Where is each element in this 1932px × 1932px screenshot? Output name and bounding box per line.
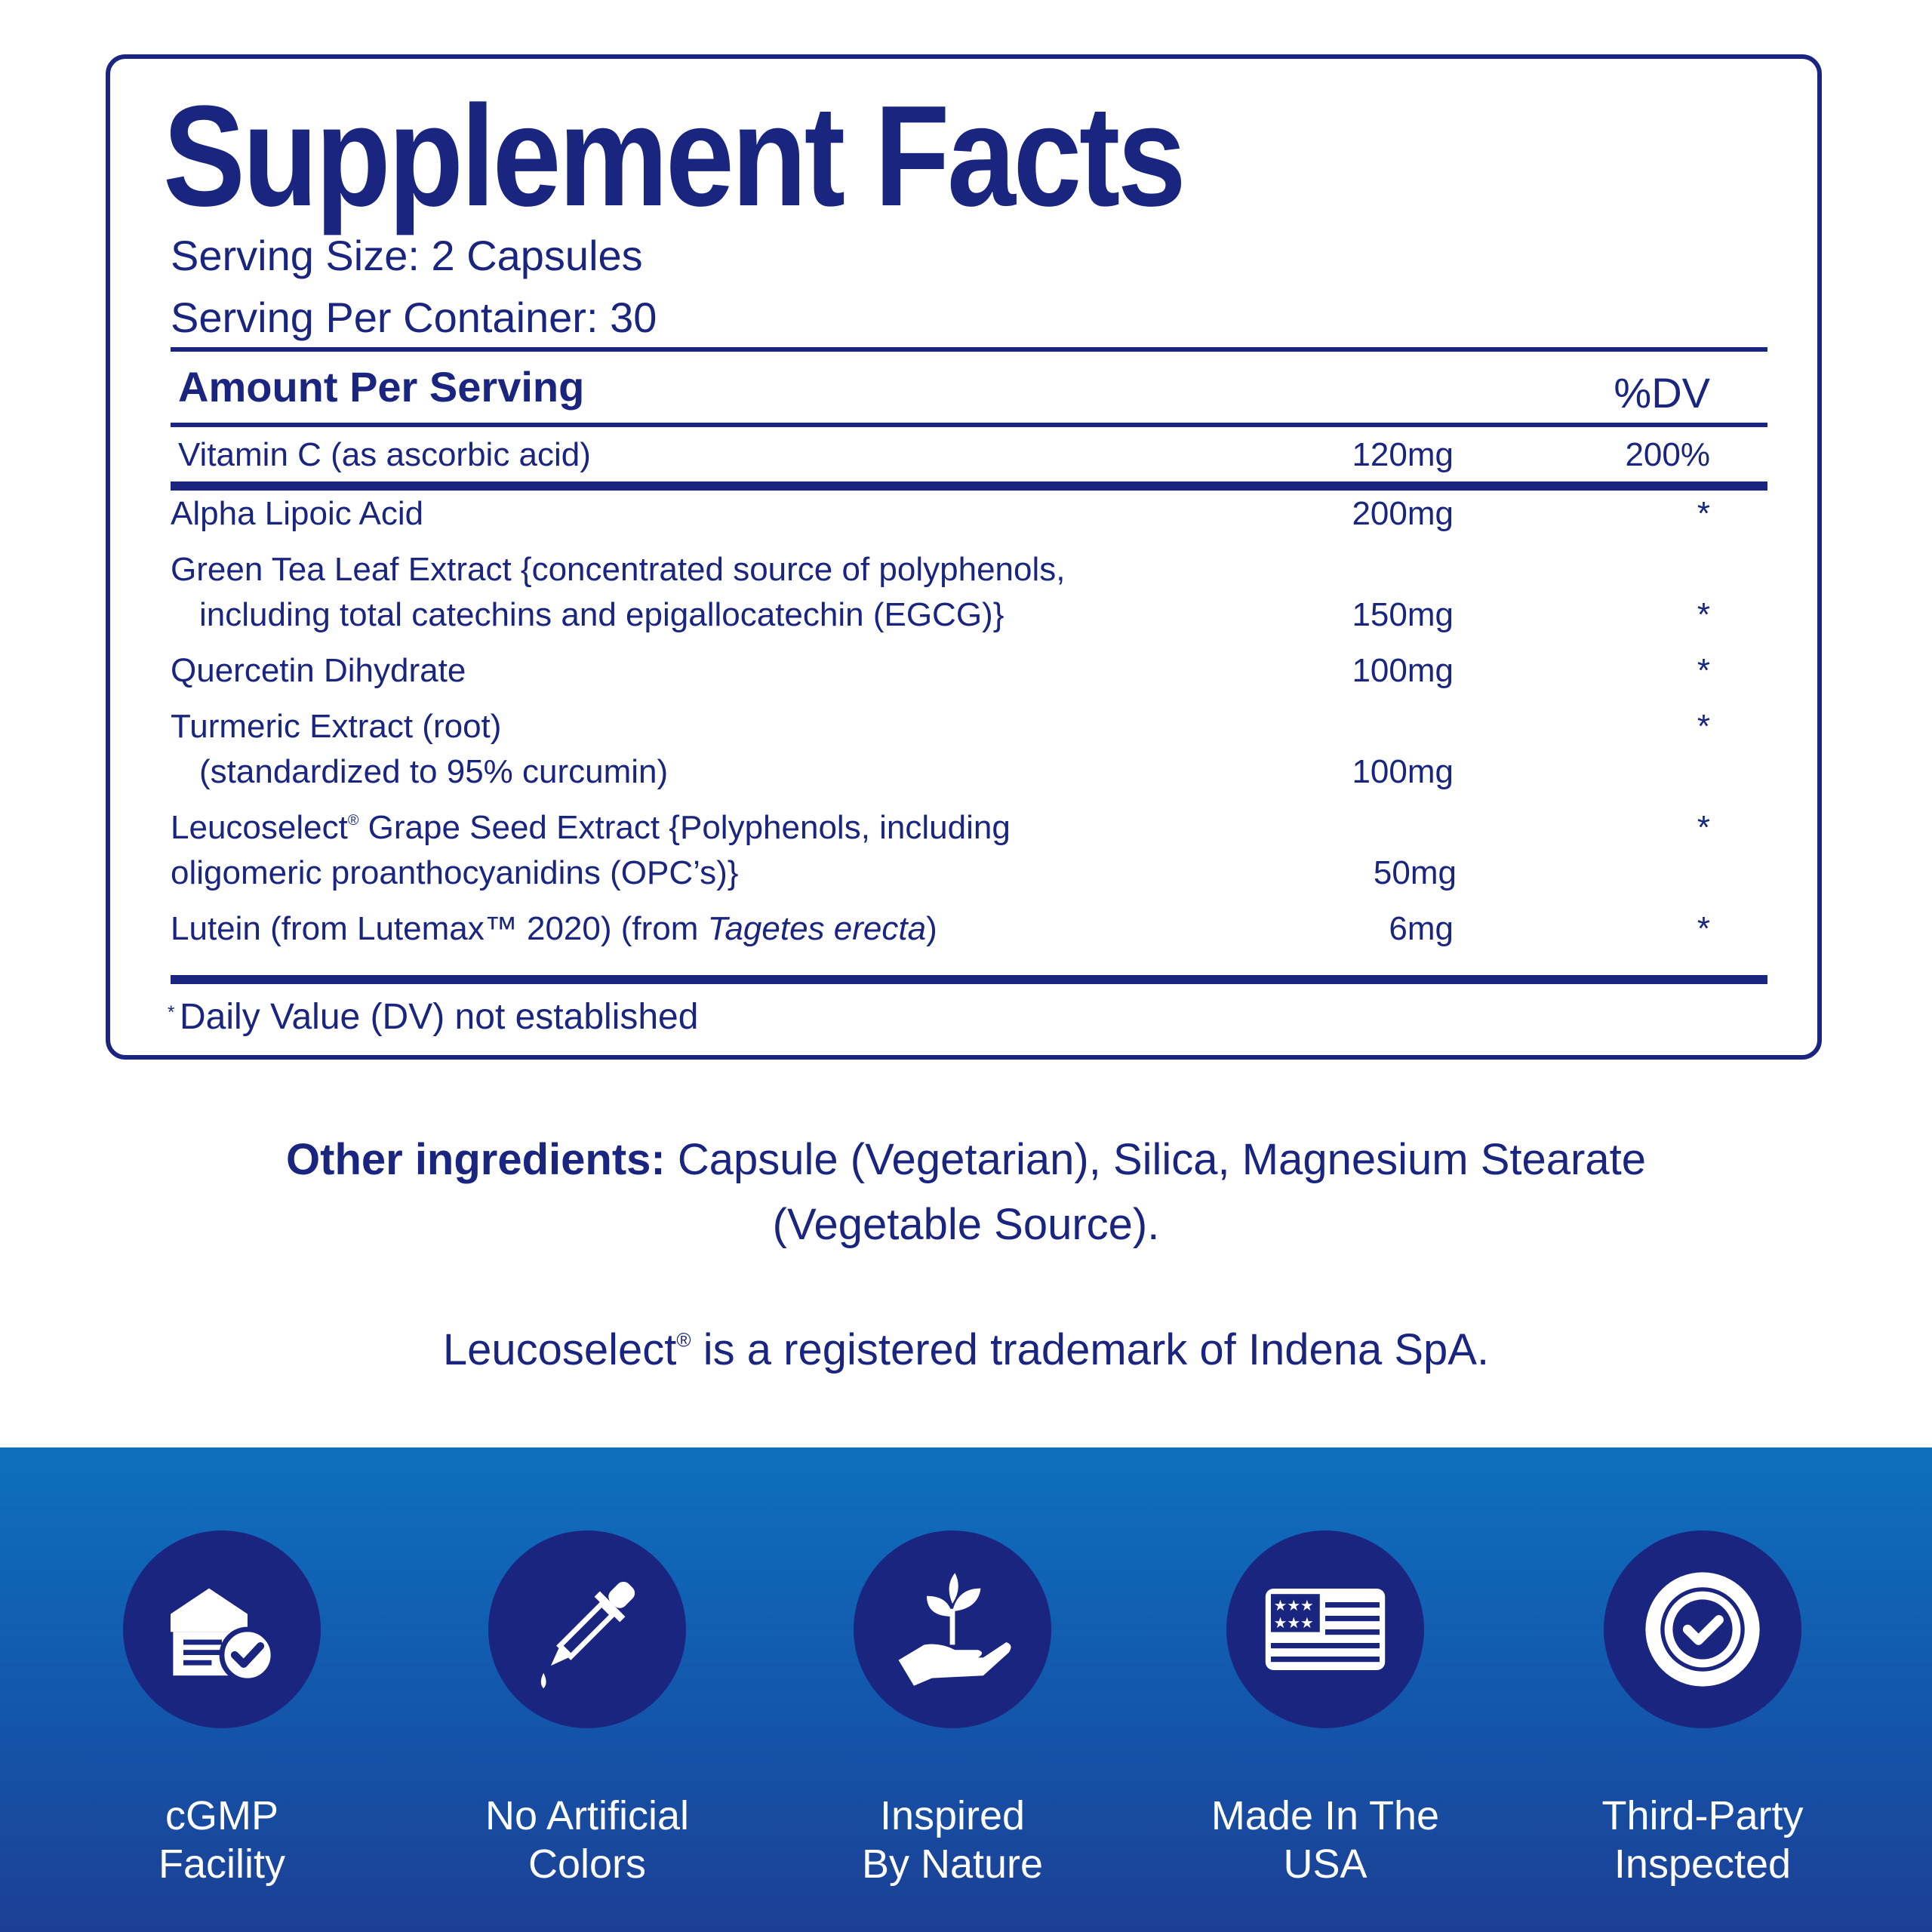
nutrient-name: Lutein (from Lutemax™ 2020) (from Tagetes erecta)	[171, 910, 937, 947]
nutrient-amount: 100mg	[1352, 652, 1454, 689]
badge-label: USA	[1283, 1841, 1367, 1887]
feature-band	[0, 1447, 1932, 1932]
badge-label: Inspected	[1614, 1841, 1792, 1887]
other-ingredients: Other ingredients: Capsule (Vegetarian), Silica, Magnesium Stearate (Vegetable Source).	[286, 1135, 1646, 1249]
badge-label: Inspired	[879, 1793, 1026, 1838]
other-ingredients-label: Other ingredients:	[286, 1135, 666, 1184]
nutrient-amount: 200mg	[1352, 495, 1454, 532]
divider	[171, 975, 1767, 984]
nutrient-amount: 6mg	[1389, 910, 1454, 947]
svg-text:★★★: ★★★	[1273, 1596, 1314, 1614]
serving-size: Serving Size: 2 Capsules	[171, 232, 643, 279]
nutrient-name-continued: oligomeric proanthocyanidins (OPC’s)}	[171, 854, 739, 891]
badge-made-in-usa	[1167, 1531, 1484, 1888]
nutrient-name-continued: (standardized to 95% curcumin)	[199, 753, 669, 790]
badge-no-artificial-colors	[429, 1531, 746, 1888]
nutrient-dv: *	[1697, 495, 1710, 532]
registered-mark: ®	[676, 1328, 691, 1352]
badge-label: cGMP	[165, 1793, 278, 1838]
nutrient-name-continued: including total catechins and epigallocatechin (EGCG)}	[199, 596, 1004, 633]
nutrient-amount: 50mg	[1373, 854, 1457, 891]
nutrient-dv: *	[1697, 652, 1710, 689]
plant-in-hand-icon	[888, 1565, 1017, 1694]
nutrient-dv: *	[1697, 708, 1710, 745]
supplement-facts-panel	[106, 54, 1822, 1060]
nutrient-amount: 150mg	[1352, 596, 1454, 633]
nutrient-dv: *	[1697, 809, 1710, 846]
footnote: Daily Value (DV) not established	[180, 997, 699, 1037]
divider	[171, 423, 1767, 427]
nutrient-name: Quercetin Dihydrate	[171, 652, 466, 689]
servings-per-container: Serving Per Container: 30	[171, 294, 657, 341]
nutrient-dv: 200%	[1625, 436, 1710, 473]
nutrient-dv: *	[1697, 596, 1710, 633]
badge-third-party-inspected	[1544, 1531, 1861, 1888]
page-title: Supplement Facts	[163, 76, 1184, 236]
trademark-notice: Leucoselect® is a registered trademark of Indena SpA.	[442, 1325, 1490, 1374]
nutrient-name: Green Tea Leaf Extract {concentrated source of polyphenols,	[171, 551, 1066, 588]
nutrient-dv: *	[1697, 910, 1710, 947]
badge-label: Made In The	[1211, 1793, 1440, 1838]
footnote-asterisk: *	[168, 1002, 175, 1023]
cgmp-facility-icon	[158, 1565, 286, 1694]
svg-text:★★★: ★★★	[1273, 1614, 1314, 1632]
dv-header: %DV	[1614, 369, 1710, 417]
badge-label: Facility	[158, 1841, 285, 1887]
nutrient-name: Turmeric Extract (root)	[171, 708, 502, 745]
amount-per-serving-header: Amount Per Serving	[178, 363, 585, 411]
usa-flag-icon	[1257, 1561, 1393, 1697]
dropper-icon	[523, 1565, 651, 1694]
nutrient-amount: 120mg	[1352, 436, 1454, 473]
badge-label: By Nature	[861, 1841, 1044, 1887]
nutrient-name: Alpha Lipoic Acid	[171, 495, 424, 532]
nutrient-name: Vitamin C (as ascorbic acid)	[178, 436, 591, 473]
badge-label: No Artificial	[485, 1793, 690, 1838]
divider	[171, 347, 1767, 352]
badge-inspired-by-nature	[794, 1531, 1111, 1888]
nutrient-name: Leucoselect® Grape Seed Extract {Polyphenols, including	[171, 809, 1011, 846]
certified-seal-icon	[1635, 1561, 1770, 1697]
badge-cgmp-facility	[63, 1531, 380, 1888]
divider	[171, 481, 1767, 491]
registered-mark: ®	[347, 812, 359, 829]
badge-label: Third-Party	[1601, 1793, 1804, 1838]
nutrient-amount: 100mg	[1352, 753, 1454, 790]
badge-label: Colors	[528, 1841, 647, 1887]
